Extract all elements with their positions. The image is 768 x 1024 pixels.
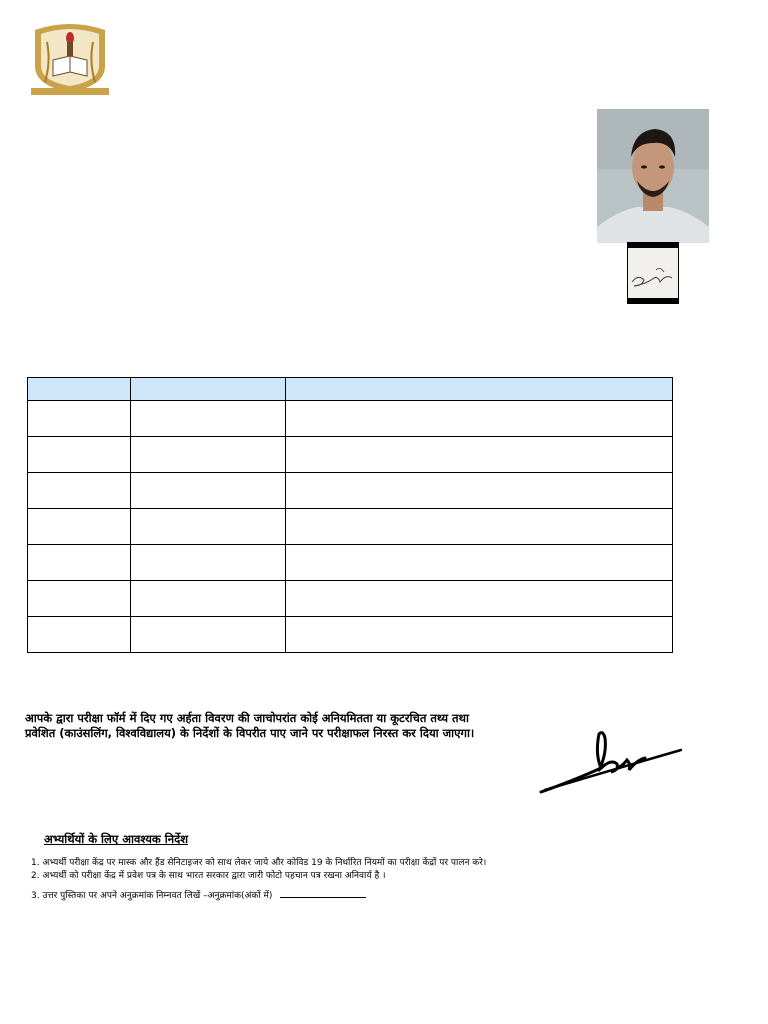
table-cell — [28, 617, 131, 653]
university-emblem-icon — [27, 16, 113, 98]
table-cell — [28, 581, 131, 617]
table-cell — [130, 545, 285, 581]
table-row — [28, 545, 673, 581]
table-cell — [285, 509, 672, 545]
table-cell — [285, 545, 672, 581]
table-row — [28, 581, 673, 617]
table-cell — [28, 509, 131, 545]
university-logo — [27, 16, 113, 98]
table-cell — [285, 617, 672, 653]
instruction-item: 1. अभ्यर्थी परीक्षा केंद्र पर मास्क और हैंड सेनिटाइजर को साथ लेकर जाये और कोविड 19 के निर्धारित नियमों का परीक्षा केंद्रों पर पालन करे। — [31, 858, 487, 868]
table-cell — [28, 401, 131, 437]
table-header-cell — [285, 378, 672, 401]
table-row — [28, 617, 673, 653]
table-row — [28, 473, 673, 509]
authority-signature — [535, 724, 685, 800]
candidate-photo — [597, 109, 709, 243]
candidate-photo-icon — [597, 109, 709, 243]
table-cell — [130, 509, 285, 545]
table-cell — [285, 473, 672, 509]
table-header-row — [28, 378, 673, 401]
candidate-signature-icon — [628, 248, 678, 298]
table-cell — [130, 401, 285, 437]
instruction-item: 2. अभ्यर्थी को परीक्षा केंद्र में प्रवेश पत्र के साथ भारत सरकार द्वारा जारी फोटो पहचान पत्र रखना अनिवार्य है । — [31, 871, 386, 881]
roll-number-blank-line — [280, 897, 366, 898]
table-row — [28, 509, 673, 545]
table-cell — [285, 581, 672, 617]
table-cell — [285, 437, 672, 473]
table-cell — [130, 437, 285, 473]
table-cell — [130, 617, 285, 653]
table-header-cell — [130, 378, 285, 401]
table-cell — [28, 437, 131, 473]
instruction-item-label: 3. उत्तर पुस्तिका पर अपने अनुक्रमांक निम्नवत लिखें –अनुक्रमांक(अंकों में) — [31, 891, 273, 901]
table-header-cell — [28, 378, 131, 401]
table-row — [28, 437, 673, 473]
table-cell — [285, 401, 672, 437]
result-cancellation-notice: आपके द्वारा परीक्षा फॉर्म में दिए गए अर्हता विवरण की जाचोपरांत कोई अनियमितता या कूटरचित तथ्य तथा प्रवेशित (काउंसलिंग, विश्वविद्यालय) के निर्देशों के विपरीत पाए जाने पर परीक्षाफल निरस्त कर दिया जाएगा। — [25, 711, 475, 740]
table-cell — [130, 581, 285, 617]
table-cell — [28, 545, 131, 581]
candidate-signature — [627, 242, 679, 304]
instructions-title: अभ्यर्थियों के लिए आवश्यक निर्देश — [44, 832, 189, 846]
authority-signature-icon — [535, 724, 685, 800]
table-cell — [28, 473, 131, 509]
instruction-item-roll-number — [31, 890, 366, 902]
table-cell — [130, 473, 285, 509]
table-row — [28, 401, 673, 437]
details-table — [27, 377, 673, 653]
